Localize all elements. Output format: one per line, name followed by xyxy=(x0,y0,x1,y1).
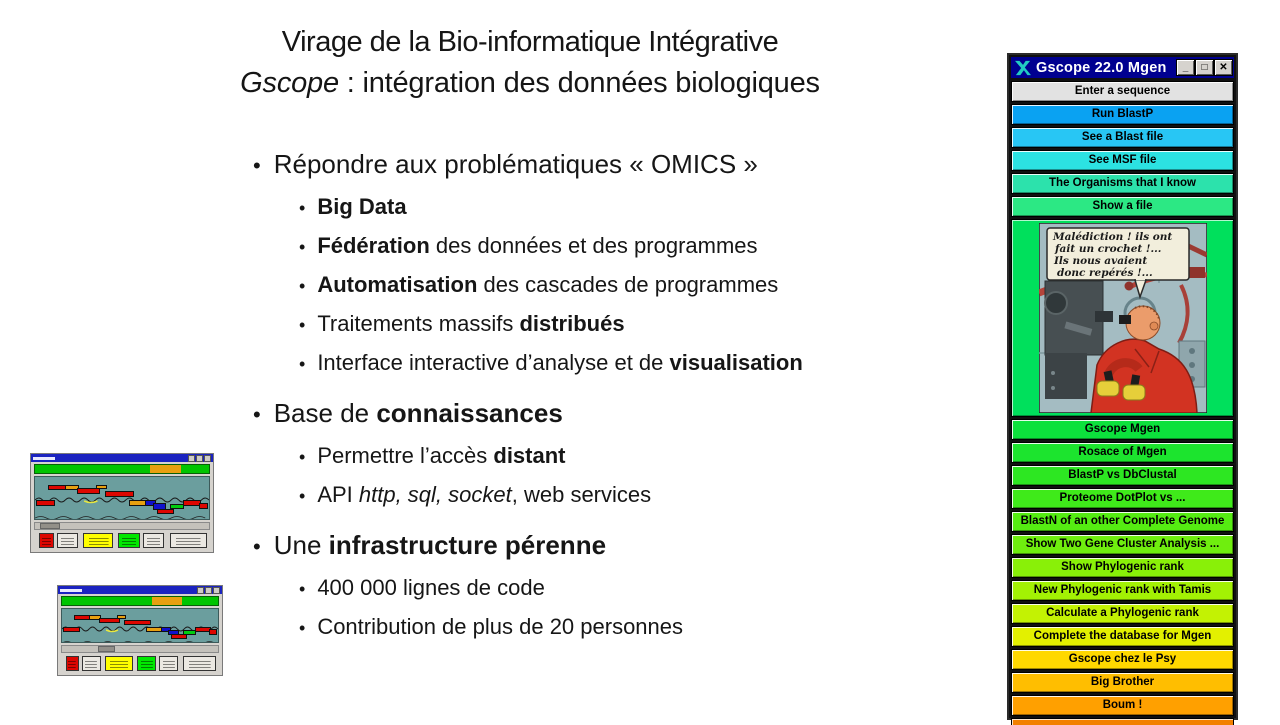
bullet-glyph: • xyxy=(299,198,306,218)
slide-title-line1: Virage de la Bio-informatique Intégrative xyxy=(281,26,779,58)
bullet-list xyxy=(253,142,993,647)
mini-scrollbar-thumb xyxy=(40,523,59,529)
gscope-button-proteome-dotplot-vs[interactable]: Proteome DotPlot vs ... xyxy=(1012,489,1233,508)
tintin-submarine-comic xyxy=(1039,223,1207,413)
mini-scrollbar-thumb xyxy=(98,646,116,652)
gscope-button-blastp-vs-dbclustal[interactable]: BlastP vs DbClustal xyxy=(1012,466,1233,485)
bullet-glyph: • xyxy=(299,276,306,296)
gene-box-red xyxy=(63,627,81,632)
gscope-button-rosace-of-mgen[interactable]: Rosace of Mgen xyxy=(1012,443,1233,462)
gscope-button-new-phylogenic-rank-with-tamis[interactable]: New Phylogenic rank with Tamis xyxy=(1012,581,1233,600)
gscope-button-enter-a-sequence[interactable]: Enter a sequence xyxy=(1012,82,1233,101)
speech-bubble-line-4: donc repérés !... xyxy=(1056,267,1153,279)
gscope-button-complete-the-database-for-mgen[interactable]: Complete the database for Mgen xyxy=(1012,627,1233,646)
maximize-button[interactable]: □ xyxy=(1196,60,1213,75)
legend-button xyxy=(118,533,139,548)
speech-bubble-line-2: fait un crochet !... xyxy=(1054,243,1161,255)
bullet-glyph: • xyxy=(299,315,306,335)
mini-title-text xyxy=(33,457,55,460)
gene-box-red xyxy=(199,503,208,509)
gscope-top-buttons xyxy=(1009,82,1236,216)
overview-highlight-segment xyxy=(152,597,182,605)
bullet-item: • Contribution de plus de 20 personnes xyxy=(299,608,993,647)
legend-button xyxy=(183,656,217,671)
legend-button xyxy=(66,656,79,671)
slide-title xyxy=(120,22,940,104)
mini-maximize-icon xyxy=(205,587,212,594)
bullet-glyph: • xyxy=(253,153,261,178)
gscope-button-the-organisms-that-i-know[interactable]: The Organisms that I know xyxy=(1012,174,1233,193)
slide-title-line2-rest: : intégration des données biologiques xyxy=(338,67,820,99)
gscope-button-gscope-mgen[interactable]: Gscope Mgen xyxy=(1012,420,1233,439)
gscope-window xyxy=(1007,53,1238,720)
mini-titlebar xyxy=(58,586,222,594)
bullet-item: • Traitements massifs distribués xyxy=(299,305,993,344)
bullet-glyph: • xyxy=(299,447,306,467)
close-button[interactable]: ✕ xyxy=(1215,60,1232,75)
x11-logo-icon xyxy=(1014,60,1032,76)
gscope-titlebar[interactable] xyxy=(1011,57,1234,78)
gscope-window-title: Gscope 22.0 Mgen xyxy=(1036,59,1167,76)
gene-box-orange xyxy=(96,485,107,490)
legend-button xyxy=(170,533,207,548)
signal-curve-bottom xyxy=(62,637,218,643)
bullet-glyph: • xyxy=(299,579,306,599)
bullet-item: • Répondre aux problématiques « OMICS » xyxy=(253,142,993,188)
legend-button xyxy=(83,533,113,548)
mini-close-icon xyxy=(213,587,220,594)
genome-overview-bar xyxy=(61,596,219,606)
bullet-item: • 400 000 lignes de code xyxy=(299,569,993,608)
gscope-bottom-buttons xyxy=(1009,420,1236,715)
mini-maximize-icon xyxy=(196,455,203,462)
gene-box-orange xyxy=(129,500,147,506)
bullet-item: • Une infrastructure pérenne xyxy=(253,523,993,569)
gene-box-green xyxy=(170,504,184,509)
bullet-glyph: • xyxy=(299,354,306,374)
bullet-glyph: • xyxy=(253,534,261,559)
bullet-item: • Base de connaissances xyxy=(253,391,993,437)
gscope-button-show-two-gene-cluster-analysis[interactable]: Show Two Gene Cluster Analysis ... xyxy=(1012,535,1233,554)
gscope-button-calculate-a-phylogenic-rank[interactable]: Calculate a Phylogenic rank xyxy=(1012,604,1233,623)
genome-viewer-thumbnail-1 xyxy=(30,453,214,553)
bullet-item: • Automatisation des cascades de programmes xyxy=(299,266,993,305)
gene-box-red xyxy=(48,485,66,491)
bullet-glyph: • xyxy=(253,402,261,427)
bullet-glyph: • xyxy=(299,237,306,257)
mini-scrollbar xyxy=(34,522,210,530)
mini-legend-row xyxy=(61,655,219,672)
gscope-button-blastn-of-an-other-complete-genome[interactable]: BlastN of an other Complete Genome xyxy=(1012,512,1233,531)
legend-button xyxy=(82,656,101,671)
mini-scrollbar xyxy=(61,645,219,653)
gene-box-red xyxy=(36,500,55,506)
mini-close-icon xyxy=(204,455,211,462)
mini-minimize-icon xyxy=(188,455,195,462)
speech-bubble-line-1: Malédiction ! ils ont xyxy=(1052,231,1172,243)
mini-titlebar xyxy=(31,454,213,462)
genome-viewer-thumbnail-2 xyxy=(57,585,223,676)
gene-box-orange xyxy=(117,615,127,619)
slide-title-line2 xyxy=(120,63,940,104)
legend-button xyxy=(105,656,132,671)
legend-button xyxy=(143,533,164,548)
bullet-glyph: • xyxy=(299,486,306,506)
genome-map-canvas xyxy=(61,608,219,643)
mini-window-controls xyxy=(197,587,220,594)
gene-box-red xyxy=(74,615,90,620)
gene-box-red xyxy=(105,491,135,497)
legend-button xyxy=(137,656,156,671)
comic-panel xyxy=(1012,220,1233,416)
overview-highlight-segment xyxy=(150,465,181,473)
gscope-button-show-phylogenic-rank[interactable]: Show Phylogenic rank xyxy=(1012,558,1233,577)
gscope-button-see-a-blast-file[interactable]: See a Blast file xyxy=(1012,128,1233,147)
bullet-item: • Big Data xyxy=(299,188,993,227)
signal-curve-bottom xyxy=(35,512,209,520)
bullet-item: • Fédération des données et des programmes xyxy=(299,227,993,266)
gscope-button-see-msf-file[interactable]: See MSF file xyxy=(1012,151,1233,170)
mini-legend-row xyxy=(34,532,210,549)
genome-map-canvas xyxy=(34,476,210,520)
slide-title-gscope: Gscope xyxy=(240,67,339,99)
gene-box-red xyxy=(157,509,175,515)
gscope-button-run-blastp[interactable]: Run BlastP xyxy=(1012,105,1233,124)
gscope-button-show-a-file[interactable]: Show a file xyxy=(1012,197,1233,216)
gene-box-red xyxy=(124,620,151,625)
bullet-item: • API http, sql, socket, web services xyxy=(299,476,993,515)
gene-box-orange xyxy=(146,627,162,632)
gscope-button-big-brother[interactable]: Big Brother xyxy=(1012,673,1233,692)
legend-button xyxy=(159,656,178,671)
bullet-glyph: • xyxy=(299,618,306,638)
genome-overview-bar xyxy=(34,464,210,474)
gene-box-red xyxy=(209,629,217,634)
bullet-item: • Permettre l’accès distant xyxy=(299,437,993,476)
mini-minimize-icon xyxy=(197,587,204,594)
mini-title-text xyxy=(60,589,82,592)
bullet-item: • Interface interactive d’analyse et de visualisation xyxy=(299,344,993,383)
mini-window-controls xyxy=(188,455,211,462)
legend-button xyxy=(57,533,78,548)
legend-button xyxy=(39,533,53,548)
gscope-button-boum[interactable]: Boum ! xyxy=(1012,696,1233,715)
speech-bubble-line-3: Ils nous avaient xyxy=(1053,255,1147,267)
minimize-button[interactable]: _ xyxy=(1177,60,1194,75)
gscope-button-gscope-chez-le-psy[interactable]: Gscope chez le Psy xyxy=(1012,650,1233,669)
